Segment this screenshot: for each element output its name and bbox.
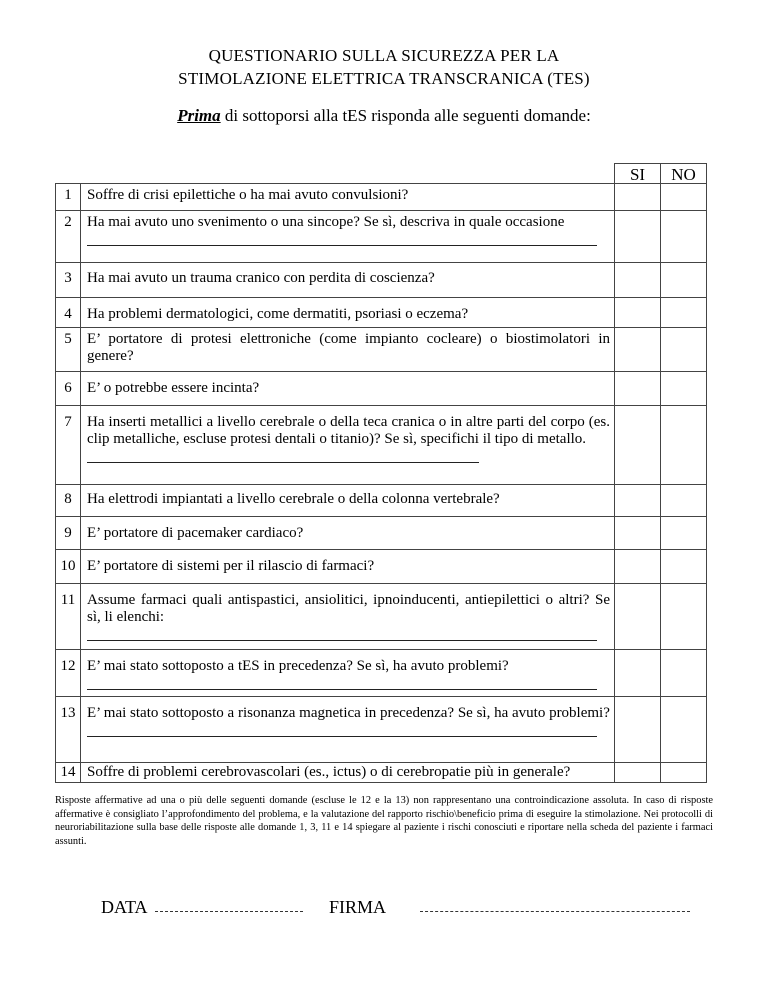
answer-line[interactable] [87,677,597,690]
answer-no-cell[interactable] [661,485,707,517]
question-cell [81,406,615,485]
question-number: 6 [56,372,81,406]
answer-si-cell[interactable] [615,298,661,328]
question-row [56,372,707,406]
question-cell [81,584,615,650]
signature-label: FIRMA [329,897,387,917]
question-text: Ha inserti metallici a livello cerebrale o della teca cranica o in altre parti del corpo (es. clip metalliche, escluse protesi dentali o titanio)? Se sì, specifichi il tipo di metallo. [87,414,610,447]
question-number: 10 [56,550,81,584]
title-line-2: STIMOLAZIONE ELETTRICA TRANSCRANICA (TES) [178,69,590,88]
question-cell [81,211,615,263]
question-text: Ha elettrodi impiantati a livello cerebrale o della colonna vertebrale? [81,485,615,517]
date-label: DATA [101,897,148,917]
answer-si-cell[interactable] [615,650,661,697]
answer-si-cell[interactable] [615,406,661,485]
column-header-no: NO [661,164,707,184]
question-text: Soffre di problemi cerebrovascolari (es., ictus) o di cerebropatie più in generale? [81,763,615,783]
table-header-row [56,164,707,184]
answer-si-cell[interactable] [615,697,661,763]
question-row [56,763,707,783]
answer-si-cell[interactable] [615,763,661,783]
answer-no-cell[interactable] [661,697,707,763]
subtitle-emphasis: Prima [177,106,221,125]
question-text: E’ portatore di protesi elettroniche (come impianto cocleare) o biostimolatori in genere? [81,328,615,372]
answer-no-cell[interactable] [661,263,707,298]
answer-line[interactable] [87,628,597,641]
questionnaire-table [55,163,707,783]
answer-no-cell[interactable] [661,298,707,328]
question-row [56,263,707,298]
form-title [0,44,768,90]
question-text: Ha mai avuto uno svenimento o una sincope? Se sì, descriva in quale occasione [87,214,565,230]
question-number: 4 [56,298,81,328]
answer-no-cell[interactable] [661,328,707,372]
answer-line[interactable] [87,724,597,737]
question-number: 2 [56,211,81,263]
question-text: E’ mai stato sottoposto a risonanza magnetica in precedenza? Se sì, ha avuto problemi? [87,705,610,721]
title-line-1: QUESTIONARIO SULLA SICUREZZA PER LA [208,46,560,65]
answer-si-cell[interactable] [615,263,661,298]
answer-line[interactable] [87,233,597,246]
question-number: 12 [56,650,81,697]
question-row [56,485,707,517]
answer-si-cell[interactable] [615,517,661,550]
question-number: 5 [56,328,81,372]
question-row [56,584,707,650]
answer-si-cell[interactable] [615,328,661,372]
footnote: Risposte affermative ad una o più delle seguenti domande (escluse le 12 e la 13) non rappresentano una controindicazione assoluta. In caso di risposte affermative è consigliato l’approfondimento del problema, e la valutazione del rapporto rischio\beneficio prima di eseguire la stimolazione. Nei protocolli di neuroriabilitazione sulla base delle risposte alle domande 1, 3, 11 e 14 spiegare al paziente i rischi conosciuti e riportare nella scheda del paziente i farmaci assunti. [55,795,713,847]
answer-si-cell[interactable] [615,485,661,517]
question-number: 7 [56,406,81,485]
date-field[interactable] [155,911,303,912]
answer-no-cell[interactable] [661,584,707,650]
question-number: 3 [56,263,81,298]
answer-no-cell[interactable] [661,550,707,584]
answer-si-cell[interactable] [615,184,661,211]
answer-si-cell[interactable] [615,550,661,584]
question-text: Ha mai avuto un trauma cranico con perdita di coscienza? [81,263,615,298]
question-text: E’ portatore di sistemi per il rilascio di farmaci? [81,550,615,584]
question-cell [81,650,615,697]
question-row [56,211,707,263]
question-text: E’ mai stato sottoposto a tES in precedenza? Se sì, ha avuto problemi? [87,658,509,674]
answer-no-cell[interactable] [661,763,707,783]
question-text: E’ portatore di pacemaker cardiaco? [81,517,615,550]
answer-no-cell[interactable] [661,650,707,697]
question-row [56,650,707,697]
question-text: Ha problemi dermatologici, come dermatiti, psoriasi o eczema? [81,298,615,328]
question-row [56,697,707,763]
question-number: 11 [56,584,81,650]
answer-no-cell[interactable] [661,184,707,211]
answer-no-cell[interactable] [661,211,707,263]
answer-si-cell[interactable] [615,211,661,263]
answer-no-cell[interactable] [661,372,707,406]
question-cell [81,697,615,763]
answer-si-cell[interactable] [615,584,661,650]
answer-line[interactable] [87,450,479,463]
question-row [56,406,707,485]
question-number: 9 [56,517,81,550]
column-header-si: SI [615,164,661,184]
question-row [56,298,707,328]
question-number: 14 [56,763,81,783]
question-text: Assume farmaci quali antispastici, ansiolitici, ipnoinducenti, antiepilettici o altri? Se sì, li elenchi: [87,592,610,625]
question-number: 8 [56,485,81,517]
question-text: E’ o potrebbe essere incinta? [81,372,615,406]
question-row [56,184,707,211]
question-number: 13 [56,697,81,763]
signature-field[interactable] [420,911,690,912]
answer-no-cell[interactable] [661,406,707,485]
question-row [56,328,707,372]
answer-no-cell[interactable] [661,517,707,550]
question-number: 1 [56,184,81,211]
question-row [56,550,707,584]
answer-si-cell[interactable] [615,372,661,406]
question-row [56,517,707,550]
form-subtitle [0,106,768,126]
question-text: Soffre di crisi epilettiche o ha mai avuto convulsioni? [81,184,615,211]
subtitle-text: di sottoporsi alla tES risponda alle seguenti domande: [220,106,591,125]
